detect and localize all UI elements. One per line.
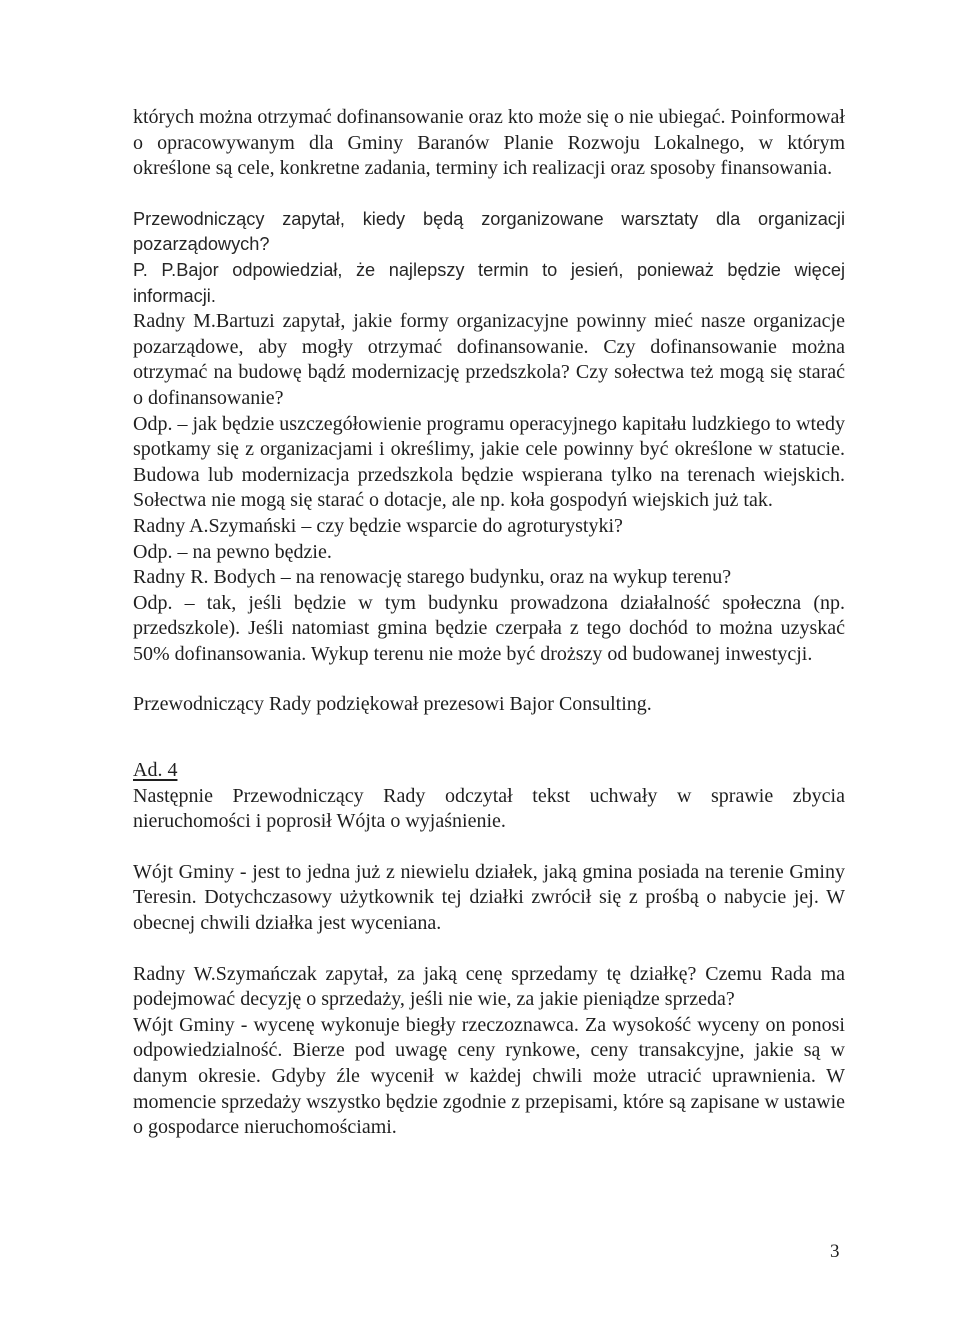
- thanks-paragraph: Przewodniczący Rady podziękował prezesowi Bajor Consulting.: [133, 693, 652, 716]
- section-wojt: [133, 860, 845, 937]
- question-bartuzi: Radny M.Bartuzi zapytał, jakie formy organizacyjne powinny mieć nasze organizacje pozarządowe, aby mogły otrzymać dofinansowanie. Czy dofinansowanie można otrzymać na budowę bądź modernizację przedszkola? Czy sołectwa też mogą się starać o dofinansowanie?: [133, 310, 845, 409]
- question-szymanski: Radny A.Szymański – czy będzie wsparcie do agroturystyki?: [133, 514, 623, 537]
- heading-ad4: [133, 758, 845, 784]
- wojt-answer: Wójt Gminy - wycenę wykonuje biegły rzeczoznawca. Za wysokość wyceny on ponosi odpowiedzialność. Bierze pod uwagę ceny rynkowe, ceny transakcyjne, jakie są w danym okresie. Gdyby źle wycenił w każdej chwili może utracić uprawnienia. W momencie sprzedaży wszystko będzie zgodnie z przepisami, które są zapisane w ustawie o gospodarce nieruchomościami.: [133, 1013, 845, 1139]
- wojt-paragraph: Wójt Gminy - jest to jedna już z niewielu działek, jaką gmina posiada na terenie Gminy Teresin. Dotychczasowy użytkownik tej działki zwrócił się z prośbą o nabycie jej. W obecnej chwili działka jest wyceniana.: [133, 860, 845, 935]
- answer-1: Odp. – jak będzie uszczegółowienie programu operacyjnego kapitału ludzkiego to wtedy spotkamy się z organizacjami i określimy, jakie cele powinny być określone w statucie. Budowa lub modernizacja przedszkola będzie wspierana tylko na terenach wiejskich. Sołectwa nie mogą się starać o dotacje, ale np. koła gospodyń wiejskich już tak.: [133, 412, 845, 512]
- section-thanks: [133, 692, 845, 718]
- section-ad4: [133, 758, 845, 835]
- section-szymanczak: [133, 962, 845, 1141]
- intro-paragraph: których można otrzymać dofinansowanie oraz kto może się o nie ubiegać. Poinformował o opracowywanym dla Gminy Baranów Planie Rozwoju Lokalnego, w którym określone są cele, konkretne zadania, terminy ich realizacji oraz sposoby finansowania.: [133, 106, 845, 180]
- section-questions: [133, 309, 845, 667]
- page-number: 3: [830, 1241, 840, 1262]
- answer-2: Odp. – na pewno będzie.: [133, 540, 332, 563]
- question-szymanczak: Radny W.Szymańczak zapytał, za jaką cenę sprzedamy tę działkę? Czemu Rada ma podejmować decyzję o sprzedaży, jeśli nie wie, za jakie pieniądze sprzeda?: [133, 962, 845, 1011]
- answer-bajor: P. P.Bajor odpowiedział, że najlepszy termin to jesień, ponieważ będzie więcej informacji.: [133, 259, 845, 306]
- document-body: [133, 105, 845, 1141]
- ad4-paragraph: Następnie Przewodniczący Rady odczytał tekst uchwały w sprawie zbycia nieruchomości i poprosił Wójta o wyjaśnienie.: [133, 784, 845, 833]
- answer-3: Odp. – tak, jeśli będzie w tym budynku prowadzona działalność społeczna (np. przedszkole). Jeśli natomiast gmina będzie czerpała z tego dochód to można uzyskać 50% dofinansowania. Wykup terenu nie może być droższy od budowanej inwestycji.: [133, 591, 845, 665]
- heading-ad4-text: Ad. 4: [133, 759, 178, 782]
- section-workshops: [133, 207, 845, 309]
- question-bodych: Radny R. Bodych – na renowację starego budynku, oraz na wykup terenu?: [133, 566, 732, 589]
- section-intro: [133, 105, 845, 182]
- question-workshops: Przewodniczący zapytał, kiedy będą zorganizowane warsztaty dla organizacji pozarządowych?: [133, 208, 845, 255]
